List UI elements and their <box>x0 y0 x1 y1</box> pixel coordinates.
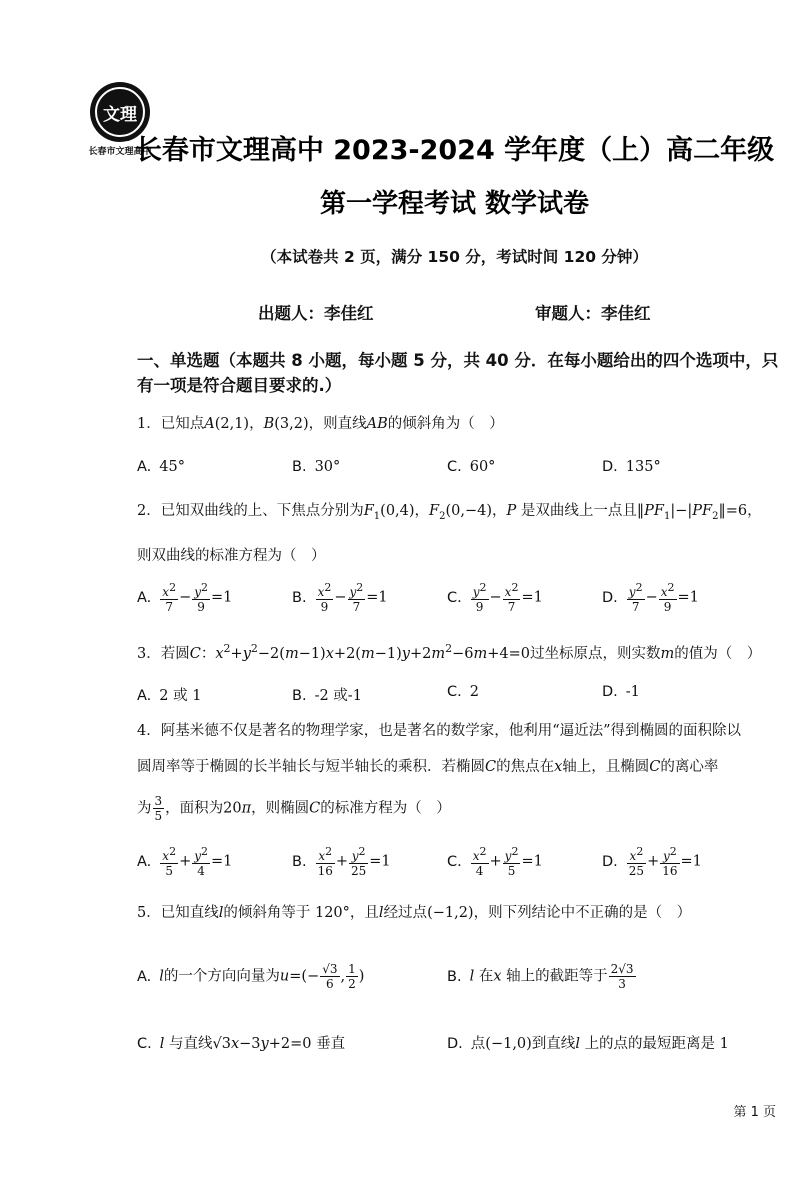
exam-info: （本试卷共 2 页，满分 150 分，考试时间 120 分钟） <box>261 248 648 266</box>
question-4-line2: 圆周率等于椭圆的长半轴长与短半轴长的乘积．若椭圆C的焦点在x轴上，且椭圆C的离心率 <box>137 759 719 775</box>
q4-option-d[interactable]: D. $\frac{x2}{25}$ + $\frac{y2}{16}$ =1 <box>602 845 702 878</box>
q5-option-b[interactable]: B. l 在x 轴上的截距等于 $\frac{2√3}{3}$ <box>447 962 634 991</box>
question-4-line3: 为 $\frac{3}{5}$ ，面积为20π，则椭圆C的标准方程为（ ） <box>137 794 451 823</box>
q5-option-a[interactable]: A. l的一个方向向量为u=(− $\frac{√3}{6}$ , $\frac{1}{2}$ ) <box>137 962 365 991</box>
logo-text: 文理 <box>103 105 137 125</box>
q1-option-a[interactable]: A. 45° <box>137 459 185 475</box>
question-5: 5．已知直线l的倾斜角等于 120°，且l经过点(−1,2)，则下列结论中不正确的是（ ） <box>137 905 692 921</box>
q1-option-b[interactable]: B. 30° <box>292 459 341 475</box>
q2-stem-a: 2．已知双曲线的上、下焦点分别为 <box>137 503 364 519</box>
question-4 <box>137 720 787 742</box>
q2-option-b[interactable]: B. $\frac{x2}{9}$ − $\frac{y2}{7}$ =1 <box>292 581 388 614</box>
question-3: 3．若圆C：$x^2+y^2-2(m-1)x+2(m-1)y+2m^2-6m+4=0$过坐标原点，则实数m的值为（ ） <box>137 642 762 662</box>
q2-option-d[interactable]: D. $\frac{y2}{7}$ − $\frac{x2}{9}$ =1 <box>602 581 699 614</box>
q3-stem-c: 的值为（ ） <box>674 645 762 662</box>
q1-stem-c: 的倾斜角为（ ） <box>387 416 504 432</box>
q2-option-c[interactable]: C. $\frac{y2}{9}$ − $\frac{x2}{7}$ =1 <box>447 581 543 614</box>
q4-option-a[interactable]: A. $\frac{x2}{5}$ + $\frac{y2}{4}$ =1 <box>137 845 233 878</box>
q2-stem-b: 是双曲线上一点且 <box>520 503 637 519</box>
q1-stem-b: ，则直线 <box>308 416 367 432</box>
q4-option-c[interactable]: C. $\frac{x2}{4}$ + $\frac{y2}{5}$ =1 <box>447 845 543 878</box>
q3-option-c[interactable]: C. 2 <box>447 684 479 700</box>
q1-option-d[interactable]: D. 135° <box>602 459 661 475</box>
q3-stem-a: 3．若圆 <box>137 645 190 662</box>
q4-line1: 4．阿基米德不仅是著名的物理学家，也是著名的数学家，他利用“逼近法”得到椭圆的面积除以 <box>137 723 742 739</box>
q3-option-b[interactable]: B. -2 或-1 <box>292 688 362 704</box>
exam-reviewer: 审题人：李佳红 <box>535 304 651 323</box>
q3-stem-b: 过坐标原点，则实数 <box>529 645 661 662</box>
q3-option-d[interactable]: D. -1 <box>602 684 640 700</box>
q1-option-c[interactable]: C. 60° <box>447 459 496 475</box>
q5-option-d[interactable]: D. 点(−1,0)到直线l 上的点的最短距离是 1 <box>447 1036 729 1052</box>
q2-stem-c: 则双曲线的标准方程为（ ） <box>137 548 326 564</box>
section-title: 一、单选题（本题共 8 小题，每小题 5 分，共 40 分．在每小题给出的四个选项中，只有一项是符合题目要求的.） <box>137 351 779 395</box>
logo-caption: 长春市文理高中 <box>88 147 152 157</box>
exam-title: 长春市文理高中 2023-2024 学年度（上）高二年级 <box>134 135 775 166</box>
q3-option-a[interactable]: A. 2 或 1 <box>137 688 202 704</box>
page-number: 第 1 页 <box>733 1105 776 1120</box>
question-2-line2 <box>137 545 782 567</box>
exam-subtitle: 第一学程考试 数学试卷 <box>319 189 590 219</box>
q1-stem-a: 1．已知点 <box>137 416 205 432</box>
question-2: 2．已知双曲线的上、下焦点分别为$F_1(0,4)$，$F_2(0,-4)$，P 是双曲线上一点且$‖PF_1|-|PF_2‖=6$， <box>137 503 762 522</box>
question-1: 1．已知点A(2,1)，B(3,2)，则直线AB的倾斜角为（ ） <box>137 416 504 432</box>
q4-option-b[interactable]: B. $\frac{x2}{16}$ + $\frac{y2}{25}$ =1 <box>292 845 391 878</box>
exam-author: 出题人：李佳红 <box>258 304 374 323</box>
q5-option-c[interactable]: C. l 与直线√3x−3y+2=0 垂直 <box>137 1036 346 1052</box>
q2-option-a[interactable]: A. $\frac{x2}{7}$ − $\frac{y2}{9}$ =1 <box>137 581 233 614</box>
